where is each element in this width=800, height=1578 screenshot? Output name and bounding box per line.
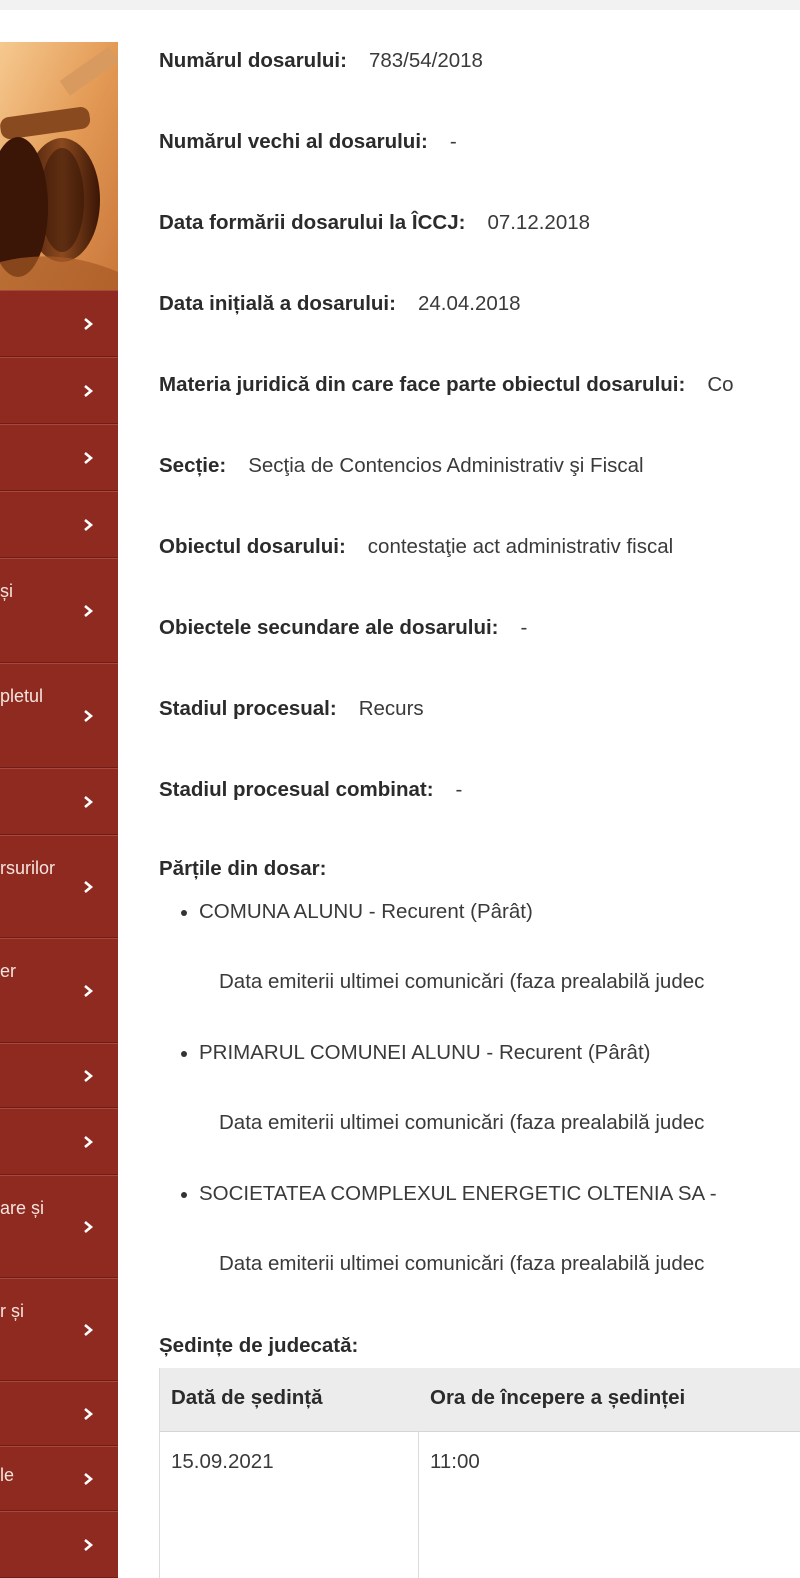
field-combined-stage xyxy=(159,777,462,803)
sidebar-nav-item-8[interactable] xyxy=(0,835,118,938)
field-value: 24.04.2018 xyxy=(417,292,521,315)
field-value: Co xyxy=(707,373,734,396)
sidebar-nav-item-11[interactable] xyxy=(0,1108,118,1175)
field-label: Stadiul procesual: xyxy=(159,697,337,720)
party-note: Data emiterii ultimei comunicări (faza prealabilă judec xyxy=(219,970,705,993)
chevron-right-icon xyxy=(82,1402,96,1426)
field-section xyxy=(159,453,644,479)
sidebar-nav-item-1[interactable] xyxy=(0,290,118,357)
sidebar-item-label: le xyxy=(0,1465,15,1485)
sidebar-nav-item-3[interactable] xyxy=(0,424,118,491)
party-name: SOCIETATEA COMPLEXUL ENERGETIC OLTENIA SA - xyxy=(199,1182,717,1205)
chevron-right-icon xyxy=(82,312,96,336)
field-label: Data inițială a dosarului: xyxy=(159,292,396,315)
table-cell-date: 15.09.2021 xyxy=(171,1450,274,1473)
field-label: Numărul vechi al dosarului: xyxy=(159,130,428,153)
field-iccj-formation-date xyxy=(159,210,590,236)
party-name: PRIMARUL COMUNEI ALUNU - Recurent (Pârât) xyxy=(199,1041,651,1064)
chevron-right-icon xyxy=(82,1467,96,1491)
field-label: Secție: xyxy=(159,454,227,477)
field-case-number xyxy=(159,48,483,74)
field-value: Secţia de Contencios Administrativ şi Fiscal xyxy=(248,454,644,477)
hearings-table xyxy=(159,1368,800,1578)
field-value: contestaţie act administrativ fiscal xyxy=(367,535,674,558)
party-note: Data emiterii ultimei comunicări (faza prealabilă judec xyxy=(219,1111,705,1134)
party-item xyxy=(199,1041,650,1065)
bullet-icon xyxy=(181,1051,187,1057)
chevron-right-icon xyxy=(82,446,96,470)
field-label: Obiectele secundare ale dosarului: xyxy=(159,616,499,639)
sidebar-item-label: pletul xyxy=(0,686,44,706)
field-value: Recurs xyxy=(358,697,424,720)
column-divider xyxy=(418,1431,419,1578)
party-note: Data emiterii ultimei comunicări (faza prealabilă judec xyxy=(219,1252,705,1275)
field-value: 07.12.2018 xyxy=(487,211,591,234)
bullet-icon xyxy=(181,910,187,916)
chevron-right-icon xyxy=(82,513,96,537)
sidebar-nav-item-14[interactable] xyxy=(0,1381,118,1446)
table-header xyxy=(159,1368,800,1432)
field-label: Materia juridică din care face parte obiectul dosarului: xyxy=(159,373,686,396)
sidebar-item-label: er xyxy=(0,961,17,981)
field-value: - xyxy=(449,130,457,153)
chevron-right-icon xyxy=(82,599,96,623)
table-cell-time: 11:00 xyxy=(430,1450,480,1473)
sidebar-nav-item-5[interactable] xyxy=(0,558,118,663)
chevron-right-icon xyxy=(82,1215,96,1239)
sidebar-nav-item-15[interactable] xyxy=(0,1446,118,1511)
sidebar-item-label: și xyxy=(0,581,13,601)
chevron-right-icon xyxy=(82,1533,96,1557)
party-item xyxy=(199,900,533,924)
hearings-title: Ședințe de judecată: xyxy=(159,1334,359,1357)
sidebar-nav-item-13[interactable] xyxy=(0,1278,118,1381)
parties-title: Părțile din dosar: xyxy=(159,857,327,880)
case-details xyxy=(159,0,800,1578)
field-secondary-objects xyxy=(159,615,527,641)
sidebar-nav-item-16[interactable] xyxy=(0,1511,118,1578)
field-legal-matter xyxy=(159,372,734,398)
gavel-banner-image xyxy=(0,42,118,291)
chevron-right-icon xyxy=(82,704,96,728)
column-header-start-time: Ora de începere a ședinței xyxy=(430,1386,686,1409)
sidebar-item-label: r și xyxy=(0,1301,24,1321)
bullet-icon xyxy=(181,1192,187,1198)
field-label: Numărul dosarului: xyxy=(159,49,347,72)
sidebar-nav-item-4[interactable] xyxy=(0,491,118,558)
field-value: 783/54/2018 xyxy=(368,49,483,72)
sidebar-nav-item-12[interactable] xyxy=(0,1175,118,1278)
party-item xyxy=(199,1182,717,1206)
field-label: Stadiul procesual combinat: xyxy=(159,778,434,801)
field-case-object xyxy=(159,534,673,560)
chevron-right-icon xyxy=(82,1064,96,1088)
sidebar-nav-item-6[interactable] xyxy=(0,663,118,768)
chevron-right-icon xyxy=(82,1130,96,1154)
field-value: - xyxy=(455,778,463,801)
field-procedural-stage xyxy=(159,696,424,722)
chevron-right-icon xyxy=(82,979,96,1003)
chevron-right-icon xyxy=(82,1318,96,1342)
field-initial-date xyxy=(159,291,521,317)
table-border-left xyxy=(159,1368,160,1578)
chevron-right-icon xyxy=(82,379,96,403)
sidebar xyxy=(0,42,118,1578)
gavel-icon xyxy=(0,42,118,291)
sidebar-item-label: rsurilor xyxy=(0,858,56,878)
field-old-case-number xyxy=(159,129,457,155)
sidebar-nav-item-10[interactable] xyxy=(0,1043,118,1108)
sidebar-item-label: are și xyxy=(0,1198,45,1218)
field-label: Data formării dosarului la ÎCCJ: xyxy=(159,211,466,234)
sidebar-nav-item-9[interactable] xyxy=(0,938,118,1043)
column-header-date: Dată de ședință xyxy=(171,1386,323,1409)
field-value: - xyxy=(520,616,528,639)
chevron-right-icon xyxy=(82,790,96,814)
sidebar-nav-item-2[interactable] xyxy=(0,357,118,424)
sidebar-nav-item-7[interactable] xyxy=(0,768,118,835)
field-label: Obiectul dosarului: xyxy=(159,535,346,558)
chevron-right-icon xyxy=(82,875,96,899)
party-name: COMUNA ALUNU - Recurent (Pârât) xyxy=(199,900,533,923)
